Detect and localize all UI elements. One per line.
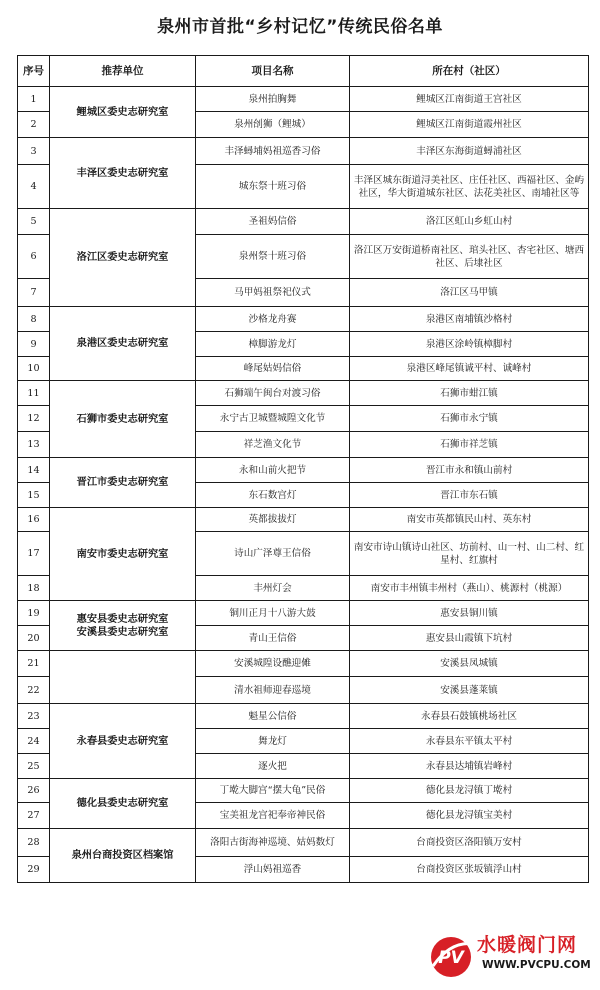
watermark-brand: 水暖阀门网 bbox=[477, 934, 578, 956]
row-seq: 8 bbox=[18, 307, 50, 332]
row-seq: 22 bbox=[18, 677, 50, 704]
row-name: 祥芝渔文化节 bbox=[196, 432, 350, 458]
row-seq: 3 bbox=[18, 138, 50, 165]
row-village: 晋江市东石镇 bbox=[350, 483, 589, 508]
row-name: 浮山妈祖巡香 bbox=[196, 857, 350, 883]
header-village: 所在村（社区） bbox=[350, 56, 589, 87]
row-seq: 27 bbox=[18, 803, 50, 829]
site-watermark bbox=[427, 926, 592, 984]
row-name: 丰泽蟳埔妈祖巡香习俗 bbox=[196, 138, 350, 165]
row-name: 清水祖师迎春巡境 bbox=[196, 677, 350, 704]
row-village: 丰泽区东海街道蟳浦社区 bbox=[350, 138, 589, 165]
row-seq: 16 bbox=[18, 508, 50, 532]
row-name: 英都拔拔灯 bbox=[196, 508, 350, 532]
table-row bbox=[18, 307, 589, 332]
row-name: 马甲妈祖祭祀仪式 bbox=[196, 279, 350, 307]
header-seq: 序号 bbox=[18, 56, 50, 87]
header-unit: 推荐单位 bbox=[50, 56, 196, 87]
row-name: 泉州祭十班习俗 bbox=[196, 235, 350, 279]
row-seq: 21 bbox=[18, 651, 50, 677]
row-name: 铜川正月十八游大鼓 bbox=[196, 601, 350, 626]
unit-cell: 石狮市委史志研究室 bbox=[50, 381, 196, 458]
unit-cell: 丰泽区委史志研究室 bbox=[50, 138, 196, 209]
row-village: 德化县龙浔镇丁墘村 bbox=[350, 779, 589, 803]
row-seq: 17 bbox=[18, 532, 50, 576]
row-seq: 6 bbox=[18, 235, 50, 279]
row-seq: 20 bbox=[18, 626, 50, 651]
row-name: 舞龙灯 bbox=[196, 729, 350, 754]
row-name: 东石数宫灯 bbox=[196, 483, 350, 508]
table-row bbox=[18, 651, 589, 677]
unit-cell: 泉州台商投资区档案馆 bbox=[50, 829, 196, 883]
watermark-url: WWW.PVCPU.COM bbox=[482, 959, 591, 971]
unit-cell: 德化县委史志研究室 bbox=[50, 779, 196, 829]
row-village: 鲤城区江南街道王宫社区 bbox=[350, 87, 589, 112]
row-name: 泉州拍胸舞 bbox=[196, 87, 350, 112]
table-row bbox=[18, 458, 589, 483]
row-name: 永宁古卫城暨城隍文化节 bbox=[196, 406, 350, 432]
row-name: 城东祭十班习俗 bbox=[196, 165, 350, 209]
row-seq: 7 bbox=[18, 279, 50, 307]
table-row bbox=[18, 381, 589, 406]
row-village: 南安市丰州镇丰州村（燕山）、桃源村（桃源） bbox=[350, 576, 589, 601]
row-name: 宝美祖龙宫祀奉帝神民俗 bbox=[196, 803, 350, 829]
row-name: 永和山前火把节 bbox=[196, 458, 350, 483]
unit-cell: 泉港区委史志研究室 bbox=[50, 307, 196, 381]
row-village: 石狮市祥芝镇 bbox=[350, 432, 589, 458]
row-seq: 1 bbox=[18, 87, 50, 112]
row-seq: 25 bbox=[18, 754, 50, 779]
folk-custom-table bbox=[17, 55, 589, 883]
row-name: 安溪城隍设醮迎傩 bbox=[196, 651, 350, 677]
row-village: 泉港区峰尾镇诚平村、诚峰村 bbox=[350, 357, 589, 381]
table-row bbox=[18, 704, 589, 729]
unit-cell: 晋江市委史志研究室 bbox=[50, 458, 196, 508]
row-village: 晋江市永和镇山前村 bbox=[350, 458, 589, 483]
row-village: 丰泽区城东街道浔美社区、庄任社区、西福社区、金屿社区，华大街道城东社区、法花美社区、南埔社区等 bbox=[350, 165, 589, 209]
row-seq: 11 bbox=[18, 381, 50, 406]
row-village: 石狮市永宁镇 bbox=[350, 406, 589, 432]
row-name: 魁星公信俗 bbox=[196, 704, 350, 729]
unit-cell: 鲤城区委史志研究室 bbox=[50, 87, 196, 138]
unit-cell-bottom: 安溪县委史志研究室 bbox=[76, 626, 169, 638]
unit-cell bbox=[50, 601, 196, 651]
row-seq: 4 bbox=[18, 165, 50, 209]
row-village: 台商投资区张坂镇浮山村 bbox=[350, 857, 589, 883]
row-seq: 5 bbox=[18, 209, 50, 235]
row-village: 泉港区涂岭镇樟脚村 bbox=[350, 332, 589, 357]
pv-logo-icon bbox=[427, 930, 479, 982]
row-seq: 13 bbox=[18, 432, 50, 458]
row-name: 沙格龙舟赛 bbox=[196, 307, 350, 332]
row-village: 石狮市蚶江镇 bbox=[350, 381, 589, 406]
row-seq: 23 bbox=[18, 704, 50, 729]
table-row bbox=[18, 87, 589, 112]
logo-letters: PV bbox=[438, 948, 464, 968]
row-village: 南安市诗山镇诗山社区、坊前村、山一村、山二村、红星村、红旗村 bbox=[350, 532, 589, 576]
row-seq: 9 bbox=[18, 332, 50, 357]
header-name: 项目名称 bbox=[196, 56, 350, 87]
table-header-row bbox=[18, 56, 589, 87]
unit-cell: 南安市委史志研究室 bbox=[50, 508, 196, 601]
row-seq: 10 bbox=[18, 357, 50, 381]
table-row bbox=[18, 829, 589, 857]
row-name: 圣祖妈信俗 bbox=[196, 209, 350, 235]
row-name: 青山王信俗 bbox=[196, 626, 350, 651]
row-seq: 28 bbox=[18, 829, 50, 857]
page-title: 泉州市首批“乡村记忆”传统民俗名单 bbox=[157, 17, 443, 37]
row-name: 诗山广泽尊王信俗 bbox=[196, 532, 350, 576]
row-name: 樟脚游龙灯 bbox=[196, 332, 350, 357]
row-village: 永春县达埔镇岩峰村 bbox=[350, 754, 589, 779]
row-name: 石狮端午闽台对渡习俗 bbox=[196, 381, 350, 406]
unit-cell: 永春县委史志研究室 bbox=[50, 704, 196, 779]
row-name: 丁墘大脚宫“摆大龟”民俗 bbox=[196, 779, 350, 803]
row-village: 鲤城区江南街道霞州社区 bbox=[350, 112, 589, 138]
row-village: 永春县石鼓镇桃场社区 bbox=[350, 704, 589, 729]
row-village: 洛江区马甲镇 bbox=[350, 279, 589, 307]
row-village: 安溪县蓬莱镇 bbox=[350, 677, 589, 704]
row-seq: 29 bbox=[18, 857, 50, 883]
row-name: 丰州灯会 bbox=[196, 576, 350, 601]
row-name: 洛阳古街海神巡境、姑妈数灯 bbox=[196, 829, 350, 857]
row-village: 德化县龙浔镇宝美村 bbox=[350, 803, 589, 829]
table-row bbox=[18, 601, 589, 626]
unit-cell-empty bbox=[50, 651, 196, 704]
row-village: 洛江区虹山乡虹山村 bbox=[350, 209, 589, 235]
table-row bbox=[18, 209, 589, 235]
row-seq: 26 bbox=[18, 779, 50, 803]
row-village: 南安市英都镇民山村、英东村 bbox=[350, 508, 589, 532]
unit-cell-top: 惠安县委史志研究室 bbox=[76, 613, 169, 625]
row-seq: 24 bbox=[18, 729, 50, 754]
table-row bbox=[18, 138, 589, 165]
row-name: 逐火把 bbox=[196, 754, 350, 779]
row-seq: 18 bbox=[18, 576, 50, 601]
row-seq: 2 bbox=[18, 112, 50, 138]
row-village: 洛江区万安街道桥南社区、琯头社区、杏宅社区、塘西社区、后埭社区 bbox=[350, 235, 589, 279]
table-row bbox=[18, 779, 589, 803]
row-village: 安溪县凤城镇 bbox=[350, 651, 589, 677]
row-village: 台商投资区洛阳镇万安村 bbox=[350, 829, 589, 857]
row-seq: 12 bbox=[18, 406, 50, 432]
row-name: 泉州刣狮（鲤城） bbox=[196, 112, 350, 138]
unit-cell: 洛江区委史志研究室 bbox=[50, 209, 196, 307]
row-seq: 14 bbox=[18, 458, 50, 483]
row-seq: 19 bbox=[18, 601, 50, 626]
row-seq: 15 bbox=[18, 483, 50, 508]
row-village: 泉港区南埔镇沙格村 bbox=[350, 307, 589, 332]
row-village: 惠安县铜川镇 bbox=[350, 601, 589, 626]
row-village: 惠安县山霞镇下坑村 bbox=[350, 626, 589, 651]
row-village: 永春县东平镇太平村 bbox=[350, 729, 589, 754]
row-name: 峰尾姑妈信俗 bbox=[196, 357, 350, 381]
table-row bbox=[18, 508, 589, 532]
